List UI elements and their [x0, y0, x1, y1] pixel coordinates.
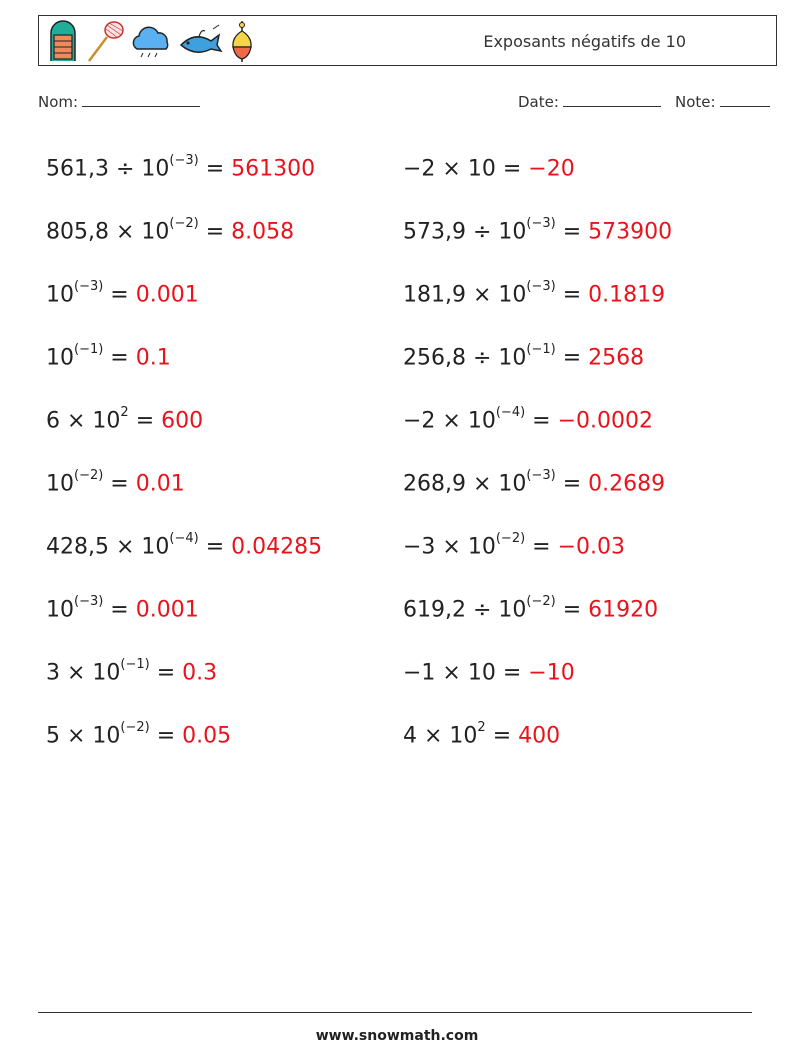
problem-item — [46, 591, 199, 624]
problem-item — [403, 654, 575, 687]
equals-sign: = — [149, 660, 183, 686]
problem-item — [46, 339, 171, 372]
problem-answer: 0.001 — [135, 597, 199, 623]
problem-exponent: (−1) — [120, 657, 150, 672]
problem-answer: −0.0002 — [557, 408, 654, 434]
date-field[interactable] — [518, 92, 661, 111]
problem-item — [46, 150, 315, 183]
problem-expression: 10 — [46, 597, 74, 623]
equals-sign: = — [103, 282, 136, 308]
equals-sign: = — [103, 345, 136, 371]
equals-sign: = — [495, 660, 529, 686]
problem-expression: 428,5 × 10 — [46, 534, 170, 560]
problem-item — [403, 591, 658, 624]
grade-label: Note: — [675, 93, 716, 111]
problem-item — [46, 465, 185, 498]
problem-answer: −10 — [528, 660, 575, 686]
equals-sign: = — [103, 471, 136, 497]
equals-sign: = — [198, 156, 232, 182]
name-line[interactable] — [82, 92, 200, 107]
problem-item — [46, 276, 199, 309]
date-label: Date: — [518, 93, 559, 111]
problem-answer: 561300 — [231, 156, 316, 182]
equals-sign: = — [198, 219, 232, 245]
problem-expression: 268,9 × 10 — [403, 471, 527, 497]
equals-sign: = — [555, 219, 589, 245]
problem-item — [403, 339, 644, 372]
grade-field[interactable] — [675, 92, 770, 111]
problem-exponent: (−1) — [526, 342, 556, 357]
problem-answer: 0.04285 — [231, 534, 323, 560]
problem-item — [403, 528, 625, 561]
footer-url[interactable]: www.snowmath.com — [315, 1028, 479, 1044]
problem-exponent: (−3) — [169, 153, 199, 168]
problem-item — [403, 402, 653, 435]
fishing-float-icon — [227, 19, 257, 63]
problem-answer: 0.001 — [135, 282, 199, 308]
problem-expression: −2 × 10 — [403, 156, 496, 182]
header-icons — [45, 19, 257, 63]
equals-sign: = — [485, 723, 519, 749]
butterfly-net-icon — [85, 19, 125, 63]
equals-sign: = — [555, 597, 589, 623]
equals-sign: = — [525, 408, 558, 434]
problem-answer: 400 — [518, 723, 561, 749]
problem-exponent: (−3) — [526, 216, 556, 231]
problem-answer: 0.05 — [182, 723, 232, 749]
problem-exponent: (−3) — [74, 594, 104, 609]
name-label: Nom: — [38, 93, 79, 111]
equals-sign: = — [555, 282, 589, 308]
problem-expression: −1 × 10 — [403, 660, 496, 686]
problem-expression: 181,9 × 10 — [403, 282, 527, 308]
problem-exponent: (−2) — [169, 216, 199, 231]
problem-item — [403, 717, 560, 750]
equals-sign: = — [103, 597, 136, 623]
problem-expression: 6 × 10 — [46, 408, 121, 434]
problem-answer: −20 — [528, 156, 575, 182]
problem-item — [403, 465, 665, 498]
problem-expression: 10 — [46, 345, 74, 371]
problem-exponent: (−3) — [526, 468, 556, 483]
problem-exponent: (−3) — [526, 279, 556, 294]
problem-expression: 3 × 10 — [46, 660, 121, 686]
equals-sign: = — [555, 471, 589, 497]
problem-expression: 10 — [46, 282, 74, 308]
problem-expression: 805,8 × 10 — [46, 219, 170, 245]
rain-cloud-icon — [129, 19, 173, 63]
problem-exponent: (−2) — [495, 531, 526, 546]
footer-divider — [38, 1012, 752, 1013]
problem-answer: 61920 — [588, 597, 659, 623]
problem-answer: −0.03 — [557, 534, 626, 560]
equals-sign: = — [128, 408, 162, 434]
equals-sign: = — [149, 723, 183, 749]
problem-expression: 256,8 ÷ 10 — [403, 345, 527, 371]
problem-expression: 561,3 ÷ 10 — [46, 156, 170, 182]
problem-expression: 5 × 10 — [46, 723, 121, 749]
header-box — [38, 15, 777, 66]
grade-line[interactable] — [720, 92, 770, 107]
date-line[interactable] — [563, 92, 661, 107]
problem-answer: 0.2689 — [588, 471, 666, 497]
problem-answer: 0.1819 — [588, 282, 666, 308]
name-field[interactable] — [38, 92, 200, 111]
problem-exponent: 2 — [120, 405, 129, 420]
problem-item — [46, 402, 203, 435]
equals-sign: = — [495, 156, 529, 182]
problem-expression: 4 × 10 — [403, 723, 478, 749]
problem-exponent: (−3) — [74, 279, 104, 294]
problem-item — [46, 654, 217, 687]
problem-exponent: 2 — [477, 720, 486, 735]
problem-expression: 10 — [46, 471, 74, 497]
problem-answer: 8.058 — [231, 219, 295, 245]
problem-answer: 0.3 — [182, 660, 218, 686]
problem-answer: 600 — [161, 408, 204, 434]
equals-sign: = — [198, 534, 232, 560]
problem-expression: 619,2 ÷ 10 — [403, 597, 527, 623]
problem-expression: −2 × 10 — [403, 408, 496, 434]
problem-item — [403, 213, 672, 246]
problem-answer: 0.1 — [135, 345, 171, 371]
page-title: Exposants négatifs de 10 — [483, 32, 686, 51]
problem-expression: 573,9 ÷ 10 — [403, 219, 527, 245]
problem-exponent: (−4) — [169, 531, 199, 546]
problem-answer: 0.01 — [135, 471, 185, 497]
problem-item — [46, 717, 231, 750]
problem-exponent: (−1) — [74, 342, 104, 357]
life-raft-icon — [45, 19, 81, 63]
problem-item — [46, 213, 294, 246]
problem-exponent: (−2) — [526, 594, 556, 609]
problem-answer: 573900 — [588, 219, 673, 245]
equals-sign: = — [555, 345, 589, 371]
equals-sign: = — [525, 534, 558, 560]
problem-exponent: (−2) — [74, 468, 104, 483]
fish-icon — [177, 19, 223, 63]
problem-item — [403, 150, 575, 183]
problem-exponent: (−2) — [120, 720, 150, 735]
problem-exponent: (−4) — [495, 405, 526, 420]
problem-answer: 2568 — [588, 345, 645, 371]
problem-item — [46, 528, 322, 561]
problem-expression: −3 × 10 — [403, 534, 496, 560]
problem-item — [403, 276, 665, 309]
